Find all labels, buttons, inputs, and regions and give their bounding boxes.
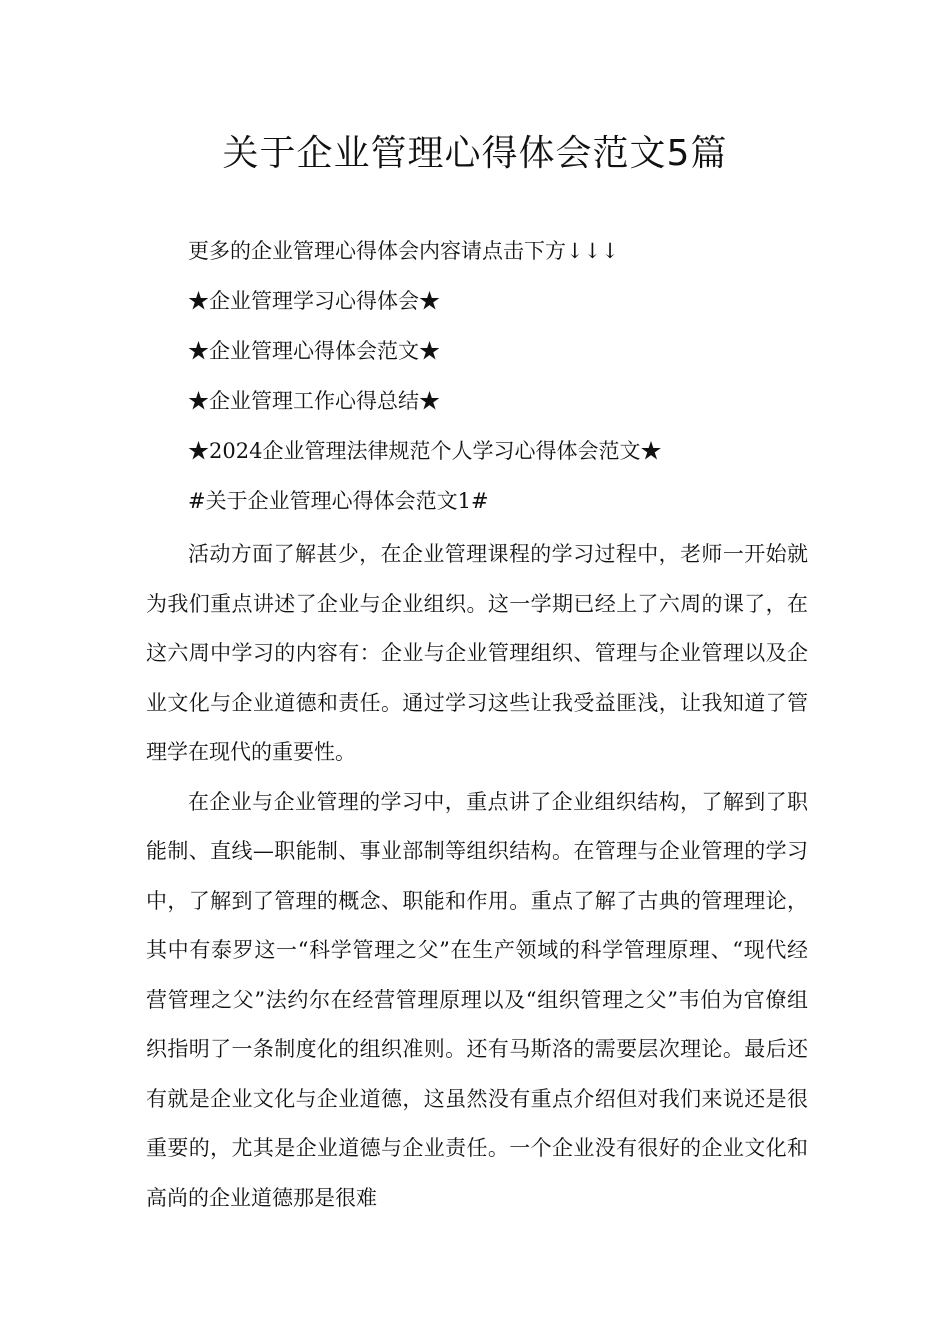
link-legal-norms-essay[interactable]: ★2024企业管理法律规范个人学习心得体会范文★ — [188, 439, 662, 463]
link-work-summary[interactable]: ★企业管理工作心得总结★ — [188, 389, 440, 413]
link-experience-essay[interactable]: ★企业管理心得体会范文★ — [188, 339, 440, 363]
intro-text: 更多的企业管理心得体会内容请点击下方↓↓↓ — [188, 239, 619, 263]
document-title: 关于企业管理心得体会范文5篇 — [222, 133, 728, 174]
section-heading: #关于企业管理心得体会范文1# — [188, 489, 489, 513]
paragraph: 活动方面了解甚少，在企业管理课程的学习过程中，老师一开始就为我们重点讲述了企业与企业组织。这一学期已经上了六周的课了，在这六周中学习的内容有：企业与企业管理组织、管理与企业管理以及企业文化与企业道德和责任。通过学习这些让我受益匪浅，让我知道了管理学在现代的重要性。 — [146, 542, 808, 764]
paragraph: 在企业与企业管理的学习中，重点讲了企业组织结构，了解到了职能制、直线—职能制、事业部制等组织结构。在管理与企业管理的学习中，了解到了管理的概念、职能和作用。重点了解了古典的管理理论，其中有泰罗这一“科学管理之父”在生产领域的科学管理原理、“现代经营管理之父”法约尔在经营管理原理以及“组织管理之父”韦伯为官僚组织指明了一条制度化的组织准则。还有马斯洛的需要层次理论。最后还有就是企业文化与企业道德，这虽然没有重点介绍但对我们来说还是很重要的，尤其是企业道德与企业责任。一个企业没有很好的企业文化和高尚的企业道德那是很难 — [146, 789, 808, 1210]
body-text — [146, 530, 808, 1223]
link-study-experience[interactable]: ★企业管理学习心得体会★ — [188, 289, 440, 313]
